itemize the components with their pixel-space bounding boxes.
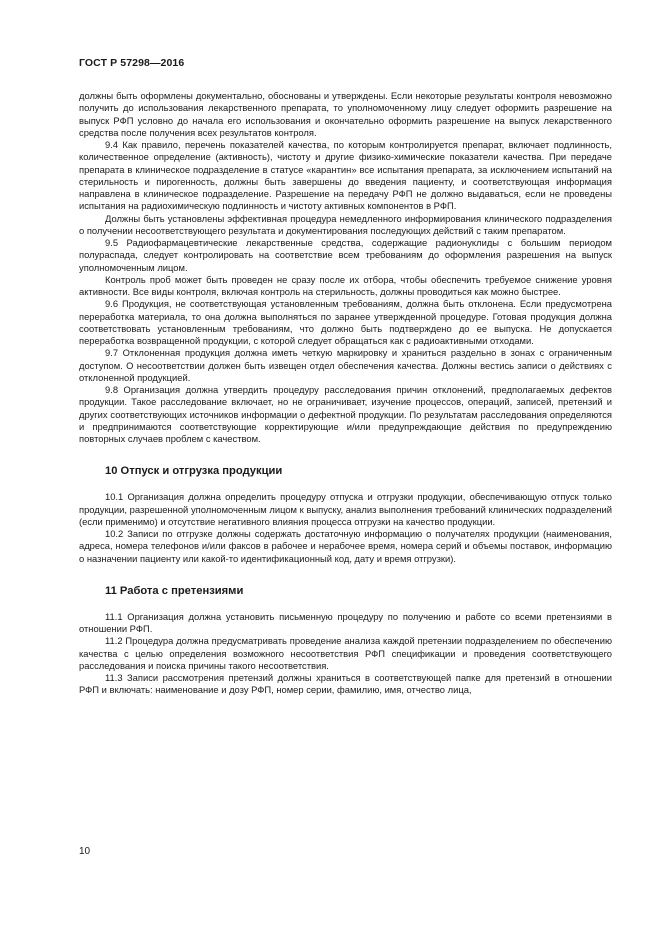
paragraph-11-2: 11.2 Процедура должна предусматривать проведение анализа каждой претензии подразделением по обеспечению качества с целью определения возможного несоответствия РФП спецификации и проведения соответствующего расследования и поиска причины такого несоответствия.: [79, 635, 612, 671]
paragraph-continuation: должны быть оформлены документально, обоснованы и утверждены. Если некоторые результаты контроля невозможно получить до использования лекарственного препарата, то уполномоченному лицу следует оформить разрешение на выпуск РФП условно до начала его использования и окончательно оформить разрешение на выпуск лекарственного средства после получения всех результатов контроля.: [79, 90, 612, 138]
paragraph-9-5-cont: Контроль проб может быть проведен не сразу после их отбора, чтобы обеспечить требуемое снижение уровня активности. Все виды контроля, включая контроль на стерильность, должны проводиться как можно быстрее.: [79, 273, 612, 297]
paragraph-9-8: 9.8 Организация должна утвердить процедуру расследования причин отклонений, предполагаемых дефектов продукции. Такое расследование включает, но не ограничивает, изучение процессов, операций, записей, претензий и других соответствующих источников информации о дефектной продукции. По результатам расследования определяются и предпринимаются соответствующие корректирующие и/или предупреждающие действия по предупреждению повторных случаев проблем с качеством.: [79, 384, 612, 444]
paragraph-9-6: 9.6 Продукция, не соответствующая установленным требованиям, должна быть отклонена. Если предусмотрена переработка материала, то она должна выполняться по заранее утвержденной процедуре. Готовая продукция должна соответствовать установленным требованиям, что должно быть подтверждено до ее выпуска. Не допускается переработка возвращенной продукции, с которой следует обращаться как с радиоактивными отходами.: [79, 298, 612, 346]
paragraph-10-2: 10.2 Записи по отгрузке должны содержать достаточную информацию о получателях продукции (наименования, адреса, номера телефонов и/или факсов в рабочее и нерабочее время, номера серий и объемы поставок, информацию о назначении пациенту или какой-то идентификационный код, дату и время отгрузки).: [79, 528, 612, 564]
document-body: [79, 90, 612, 697]
paragraph-9-7: 9.7 Отклоненная продукция должна иметь четкую маркировку и храниться раздельно в зонах с ограниченным доступом. О несоответствии должен быть извещен отдел обеспечения качества. Должны вестись записи о действиях с отклоненной продукцией.: [79, 347, 612, 383]
section-11-heading: 11 Работа с претензиями: [105, 584, 244, 597]
page-number: 10: [79, 846, 91, 857]
paragraph-10-1: 10.1 Организация должна определить процедуру отпуска и отгрузки продукции, обеспечивающую отпуск только продукции, разрешенной уполномоченным лицом к выпуску, анализ выполнения требований клинических подразделений (если применимо) и отсутствие негативного влияния процесса отгрузки на качество продукции.: [79, 491, 612, 527]
paragraph-9-4-cont: Должны быть установлены эффективная процедура немедленного информирования клинического подразделения о получении несоответствующего результата и документирования последующих действий с таким препаратом.: [79, 212, 612, 236]
paragraph-11-1: 11.1 Организация должна установить письменную процедуру по получению и работе со всеми претензиями в отношении РФП.: [79, 610, 612, 634]
document-code-header: ГОСТ Р 57298—2016: [79, 57, 185, 69]
paragraph-9-5: 9.5 Радиофармацевтические лекарственные средства, содержащие радионуклиды с большим периодом полураспада, следует контролировать на соответствие всем требованиям до оформления разрешения на выпуск уполномоченным лицом.: [79, 237, 612, 273]
paragraph-11-3: 11.3 Записи рассмотрения претензий должны храниться в соответствующей папке для претензий в отношении РФП и включать: наименование и дозу РФП, номер серии, фамилию, имя, отчество лица,: [79, 672, 612, 696]
section-10-heading: 10 Отпуск и отгрузка продукции: [105, 465, 283, 478]
paragraph-9-4: 9.4 Как правило, перечень показателей качества, по которым контролируется препарат, включает подлинность, количественное определение (активность), чистоту и другие физико-химические показатели качества. При передаче препарата в клиническое подразделение в статусе «карантин» все испытания препарата, за исключением испытаний на стерильность и пирогенность, должны быть завершены до введения пациенту, и соответствующая информация направлена в клиническое подразделение. Разрешение на передачу РФП не должно выдаваться, если не проведены испытания на радиохимическую подлинность и чистоту активных компонентов в РФП.: [79, 139, 612, 212]
